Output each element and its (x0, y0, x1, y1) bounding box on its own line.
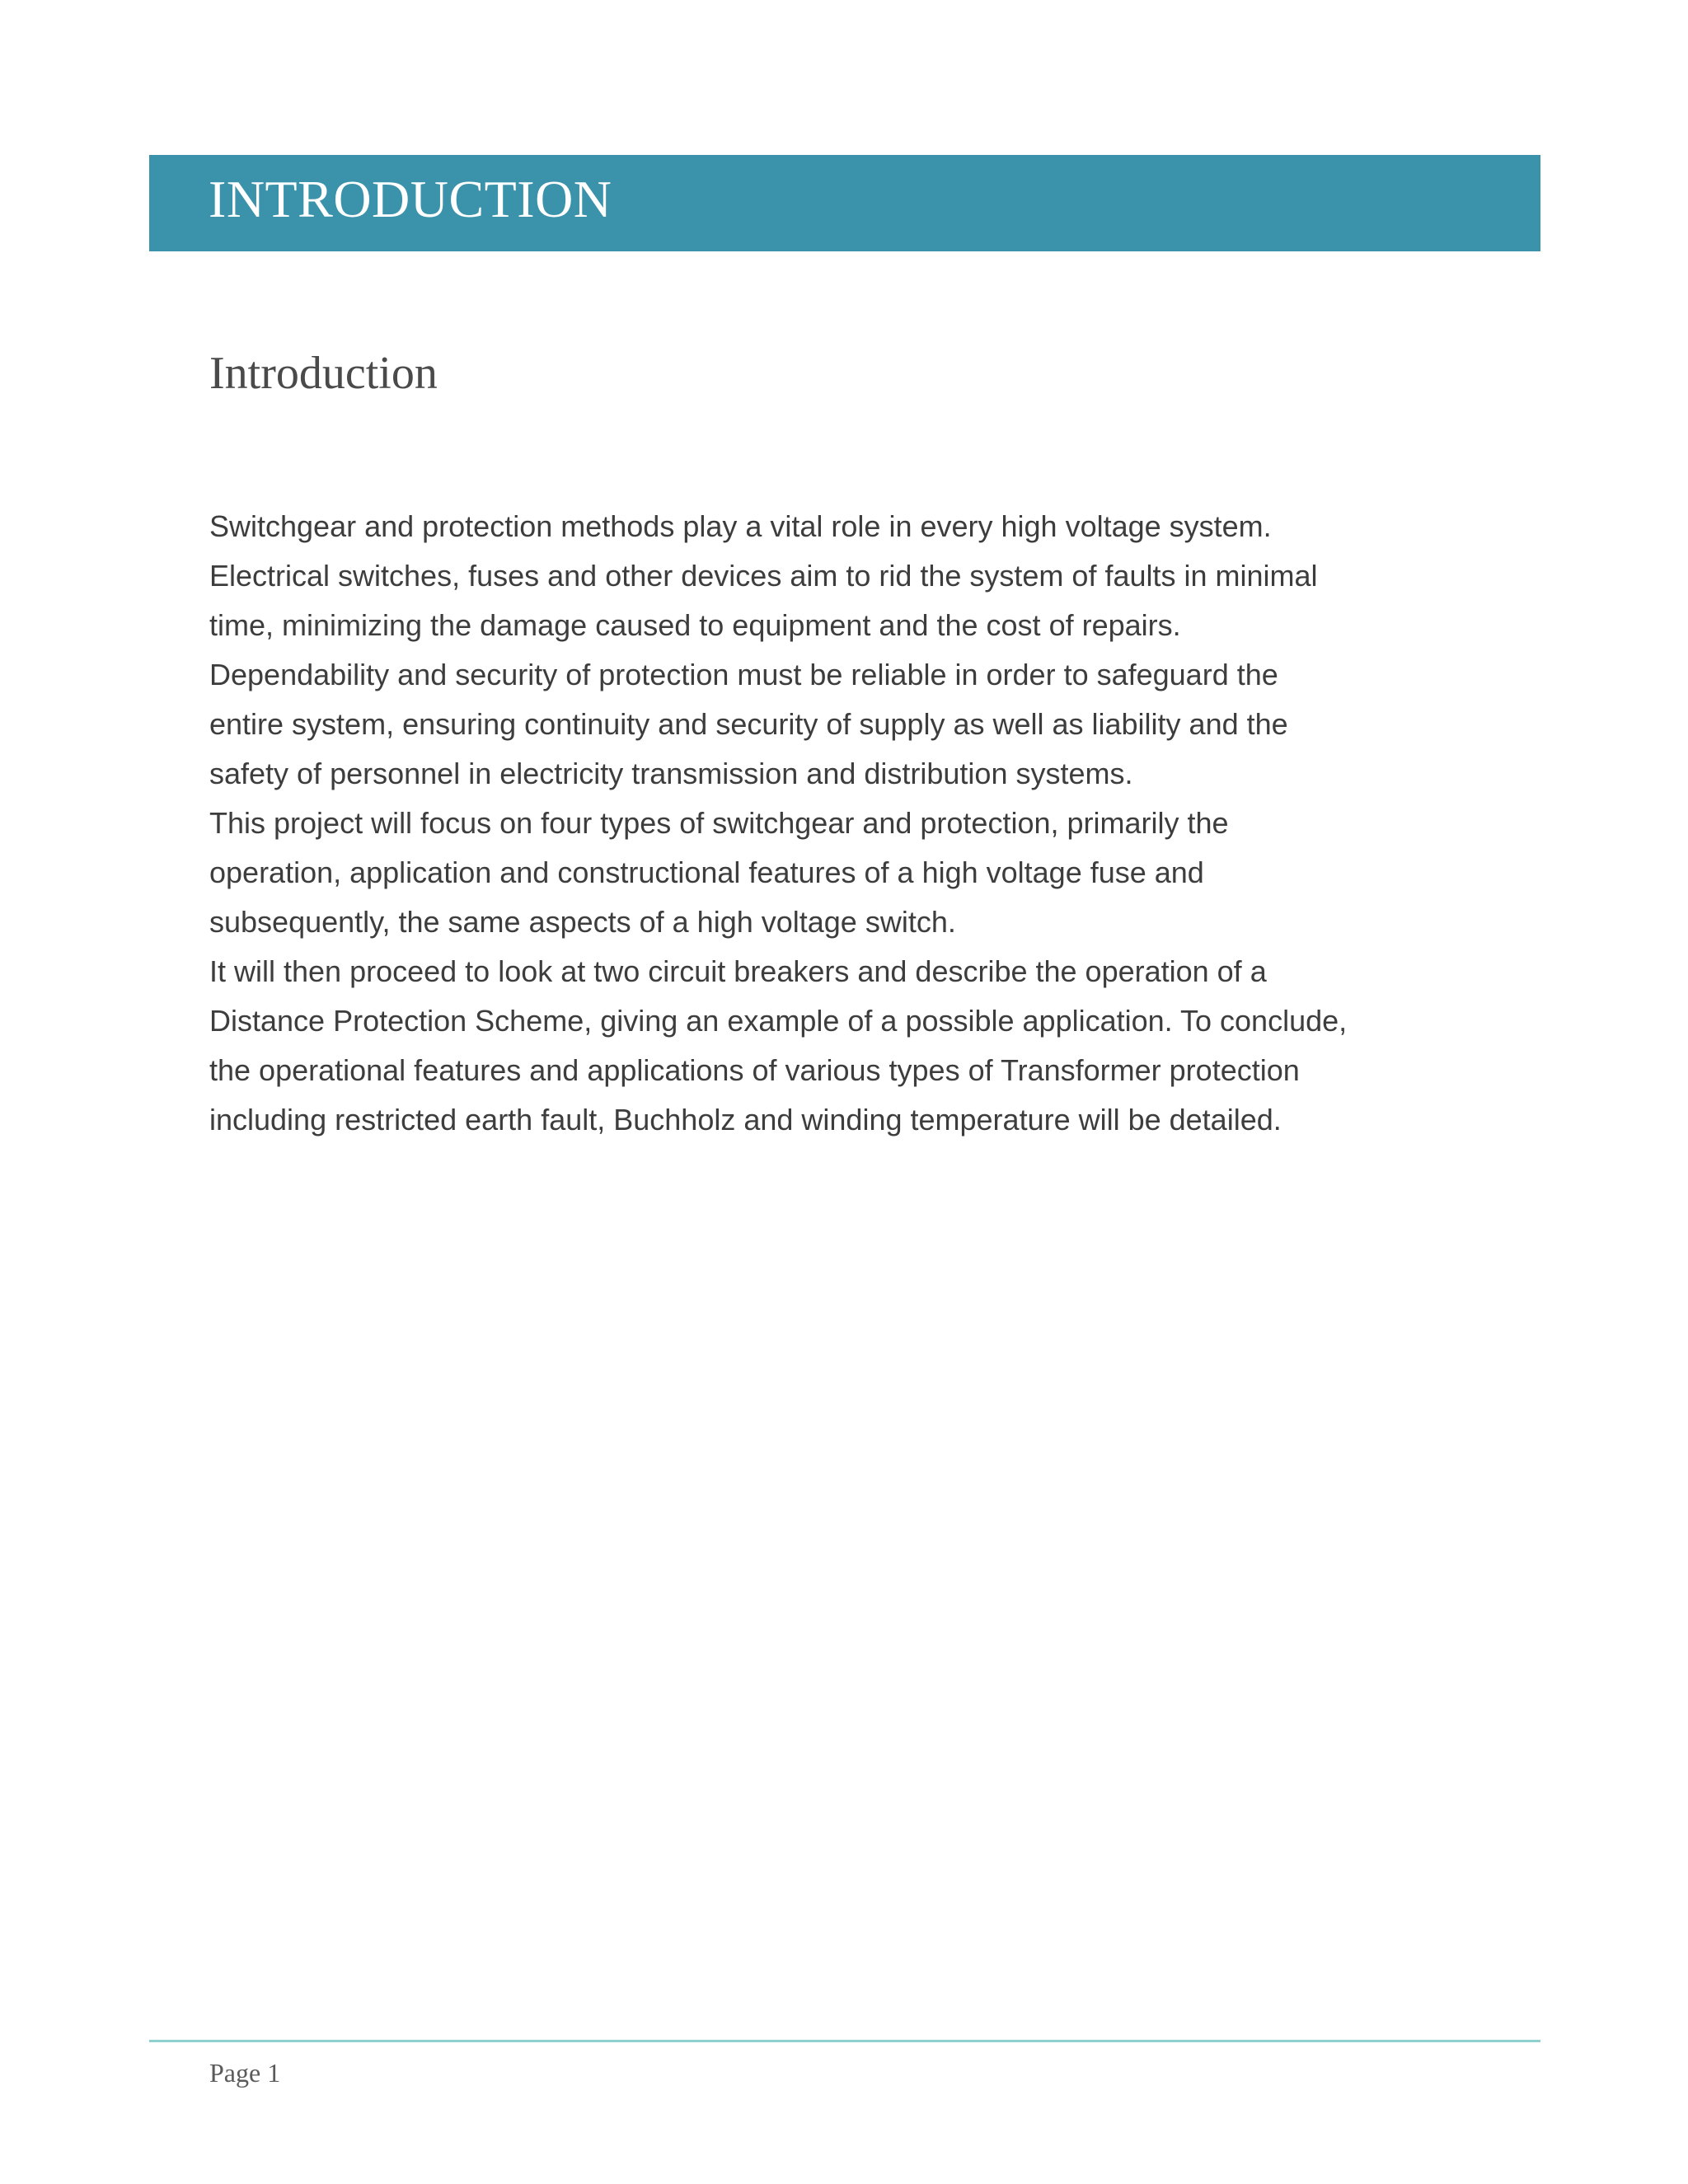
footer-divider (149, 2040, 1540, 2042)
section-heading: Introduction (209, 348, 438, 399)
body-line: Dependability and security of protection must be reliable in order to safeguard the (209, 658, 1278, 691)
chapter-title: INTRODUCTION (209, 170, 612, 228)
body-line: the operational features and applications of various types of Transformer protection (209, 1053, 1300, 1087)
body-line: time, minimizing the damage caused to equipment and the cost of repairs. (209, 608, 1181, 642)
body-line: This project will focus on four types of switchgear and protection, primarily the (209, 806, 1229, 840)
body-line: Distance Protection Scheme, giving an example of a possible application. To conclude, (209, 1004, 1348, 1038)
body-line: including restricted earth fault, Buchholz and winding temperature will be detailed. (209, 1103, 1282, 1137)
body-line: entire system, ensuring continuity and security of supply as well as liability and the (209, 707, 1288, 741)
body-line: It will then proceed to look at two circuit breakers and describe the operation of a (209, 954, 1267, 988)
body-line: safety of personnel in electricity transmission and distribution systems. (209, 757, 1133, 790)
body-line: operation, application and constructional features of a high voltage fuse and (209, 855, 1204, 889)
body-line: subsequently, the same aspects of a high voltage switch. (209, 905, 956, 939)
body-line: Electrical switches, fuses and other devices aim to rid the system of faults in minimal (209, 559, 1318, 593)
page-number: Page 1 (209, 2058, 281, 2088)
body-paragraph (209, 502, 1528, 1145)
body-line: Switchgear and protection methods play a vital role in every high voltage system. (209, 509, 1272, 543)
chapter-banner (149, 155, 1540, 251)
